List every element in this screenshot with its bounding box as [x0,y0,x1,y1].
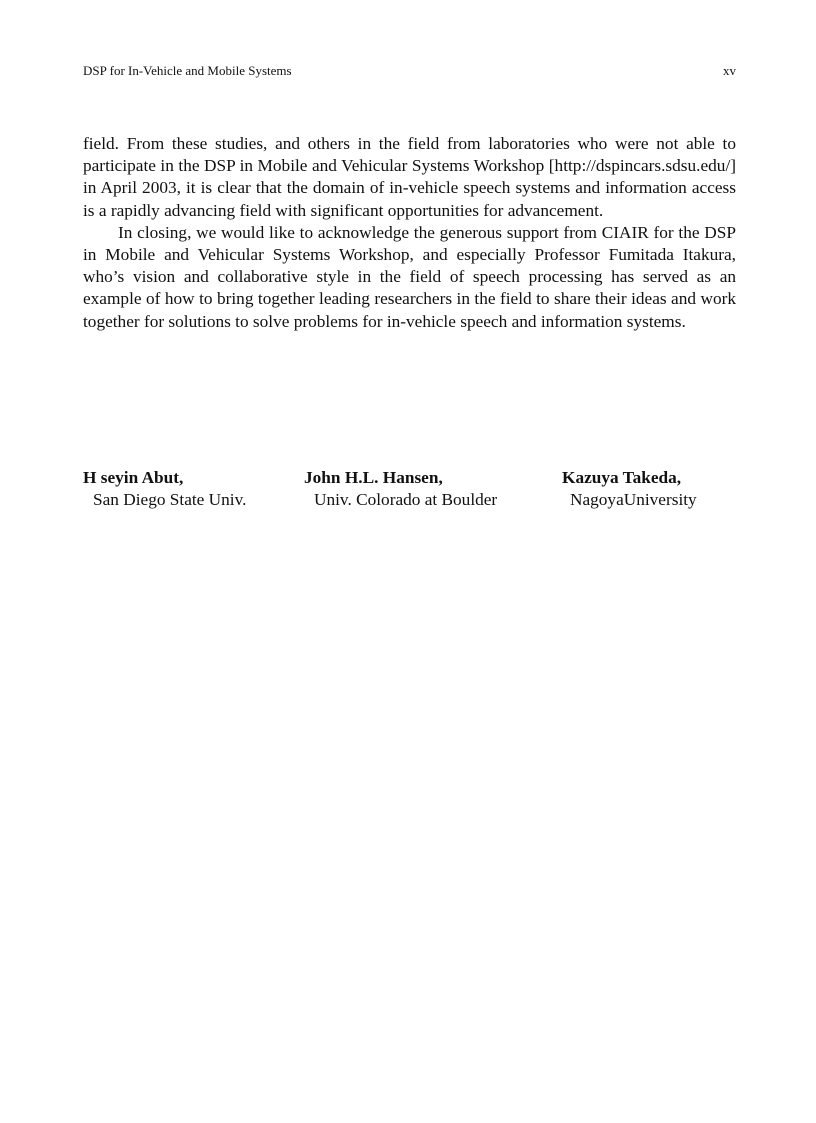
body-text [83,133,736,333]
signature-name: John H.L. Hansen, [304,468,443,487]
signature-affiliation: San Diego State Univ. [93,490,247,509]
running-title: DSP for In-Vehicle and Mobile Systems [83,63,292,78]
page-number: xv [723,63,736,78]
signature-hansen [304,467,497,511]
signature-abut [83,467,246,511]
paragraph-1: field. From these studies, and others in the field from laboratories who were not able to participate in the DSP in Mobile and Vehicular Systems Workshop [http://dspincars.sdsu.edu/] in April 2003, it is clear that the domain of in-vehicle speech systems and information access is a rapidly advancing field with significant opportunities for advancement. [83,134,736,220]
signature-block [83,467,743,517]
signature-name: Kazuya Takeda, [562,468,682,487]
signature-affiliation: Univ. Colorado at Boulder [314,490,498,509]
running-head [83,62,736,80]
paragraph-2: In closing, we would like to acknowledge the generous support from CIAIR for the DSP in Mobile and Vehicular Systems Workshop, and especially Professor Fumitada Itakura, who’s vision and collaborative style in the field of speech processing has served as an example of how to bring together leading researchers in the field to share their ideas and work together for solutions to solve problems for in-vehicle speech and information systems. [83,222,736,331]
signature-affiliation: NagoyaUniversity [570,490,697,509]
signature-name: H seyin Abut, [83,468,184,487]
signature-takeda [562,467,697,511]
